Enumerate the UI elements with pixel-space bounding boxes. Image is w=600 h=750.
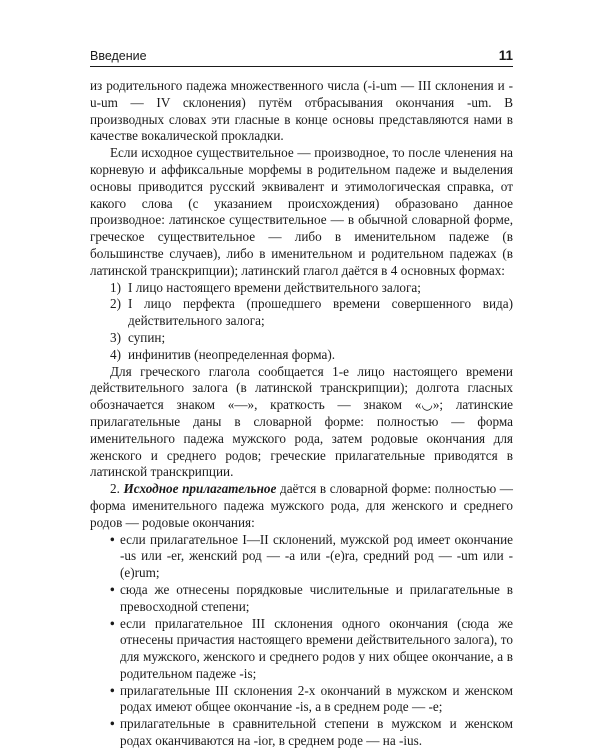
verb-forms-list [90,280,513,364]
list-item: • прилагательные в сравнительной степени в мужском и женском родах оканчиваются на -ior, в среднем роде — на -ius. [110,716,513,749]
list-item: • если прилагательное III склонения одного окончания (сюда же отнесены причастия настоящего времени действительного залога), то для мужского, женского и среднего родов у них общее окончание, а в родительном падеже -is; [110,615,513,681]
term-source-adjective: Исходное прилагательное [123,481,277,497]
list-item: • сюда же отнесены порядковые числительные и прилагательные в превосходной степени; [110,581,513,614]
list-item: 3) супин; [110,329,166,345]
paragraph-adjective: 2. Исходное прилагательное даётся в словарной форме: полностью — форма именительного падежа мужского рода, для женского и среднего родов — родовые окончания: [90,481,513,530]
running-header [90,48,513,63]
section-title: Введение [90,49,147,63]
list-item: 4) инфинитив (неопределенная форма). [110,346,336,362]
paragraph-greek-verb: Для греческого глагола сообщается 1-е лицо настоящего времени действительного залога (в латинской транскрипции); долгота гласных обозначается знаком «—», краткость — знаком «◡»; латинские прилагательные даны в словарной форме: полностью — форма именительного падежа мужского рода, затем родовые окончания для женского и среднего родов; греческие прилагательные приводятся в латинской транскрипции. [90,363,513,480]
header-rule [90,66,513,67]
paragraph-derived-noun: Если исходное существительное — производное, то после членения на корневую и аффиксальные морфемы в родительном падеже и выделения основы приводится русский эквивалент и этимологическая справка, от какого слова (с указанием происхождения) образовано данное производное: латинское существительное — в обычной словарной форме, греческое существительное — либо в именительном падеже (в большинстве случаев), либо в именительном и родительном падежах (в латинской транскрипции); латинский глагол даётся в 4 основных формах: [90,145,513,278]
list-item: • прилагательные III склонения 2-х окончаний в мужском и женском родах имеют общее окончание -is, а в среднем роде — -e; [110,682,513,715]
list-item: 2) I лицо перфекта (прошедшего времени совершенного вида) действительного залога; [110,296,513,329]
list-item: 1) I лицо настоящего времени действительного залога; [110,279,421,295]
adjective-rules-list [90,532,513,750]
list-item: • если прилагательное I—II склонений, мужской род имеет окончание -us или -er, женский род — -a или -(e)ra, средний род — -um или -(e)rum; [110,531,513,581]
page-body [90,78,513,750]
page-number: 11 [498,48,513,63]
paragraph-continuation: из родительного падежа множественного числа (-i-um — III склонения и -u-um — IV склонения) путём отбрасывания окончания -um. В производных словах эти гласные в конце основы представляются нами в качестве вокалической прокладки. [90,78,513,144]
